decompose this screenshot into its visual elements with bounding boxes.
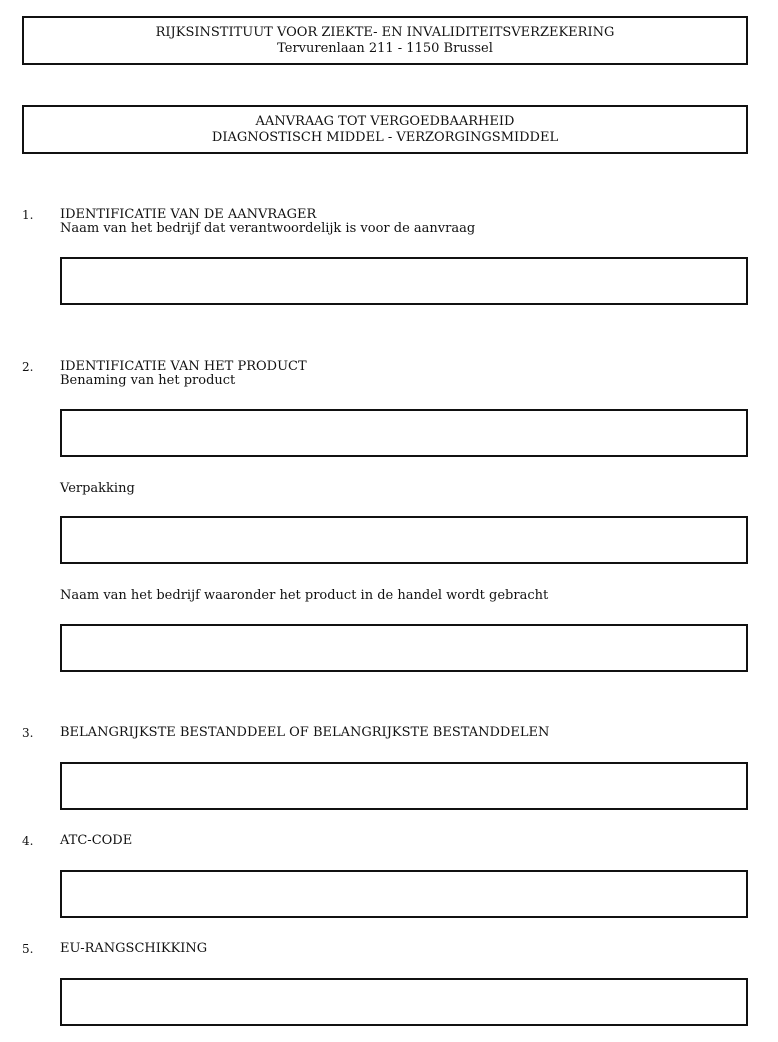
section-4-title: ATC-CODE <box>60 833 133 848</box>
request-title-line1: AANVRAAG TOT VERGOEDBAARHEID <box>255 114 515 129</box>
section-2-number: 2. <box>22 360 34 374</box>
section-4-number: 4. <box>22 834 34 848</box>
institute-header <box>22 16 748 65</box>
eu-classification-field[interactable] <box>60 978 748 1026</box>
institute-address: Tervurenlaan 211 - 1150 Brussel <box>277 41 493 56</box>
atc-code-field[interactable] <box>60 870 748 918</box>
marketing-company-field[interactable] <box>60 624 748 672</box>
section-5-number: 5. <box>22 942 34 956</box>
product-name-field[interactable] <box>60 409 748 457</box>
marketing-company-label: Naam van het bedrijf waaronder het product in de handel wordt gebracht <box>60 588 549 603</box>
section-5-title: EU-RANGSCHIKKING <box>60 941 208 956</box>
section-2-title: IDENTIFICATIE VAN HET PRODUCT <box>60 359 307 374</box>
product-name-label: Benaming van het product <box>60 373 236 388</box>
section-3-number: 3. <box>22 726 34 740</box>
section-1-number: 1. <box>22 208 34 222</box>
packaging-label: Verpakking <box>60 481 135 496</box>
institute-name: RIJKSINSTITUUT VOOR ZIEKTE- EN INVALIDITEITSVERZEKERING <box>155 25 615 40</box>
section-1-label: Naam van het bedrijf dat verantwoordelijk is voor de aanvraag <box>60 221 476 236</box>
request-title-box <box>22 105 748 154</box>
applicant-company-field[interactable] <box>60 257 748 305</box>
request-title-line2: DIAGNOSTISCH MIDDEL - VERZORGINGSMIDDEL <box>211 130 559 145</box>
packaging-field[interactable] <box>60 516 748 564</box>
section-3-title: BELANGRIJKSTE BESTANDDEEL OF BELANGRIJKSTE BESTANDDELEN <box>60 725 550 740</box>
main-ingredients-field[interactable] <box>60 762 748 810</box>
section-1-title: IDENTIFICATIE VAN DE AANVRAGER <box>60 207 317 222</box>
